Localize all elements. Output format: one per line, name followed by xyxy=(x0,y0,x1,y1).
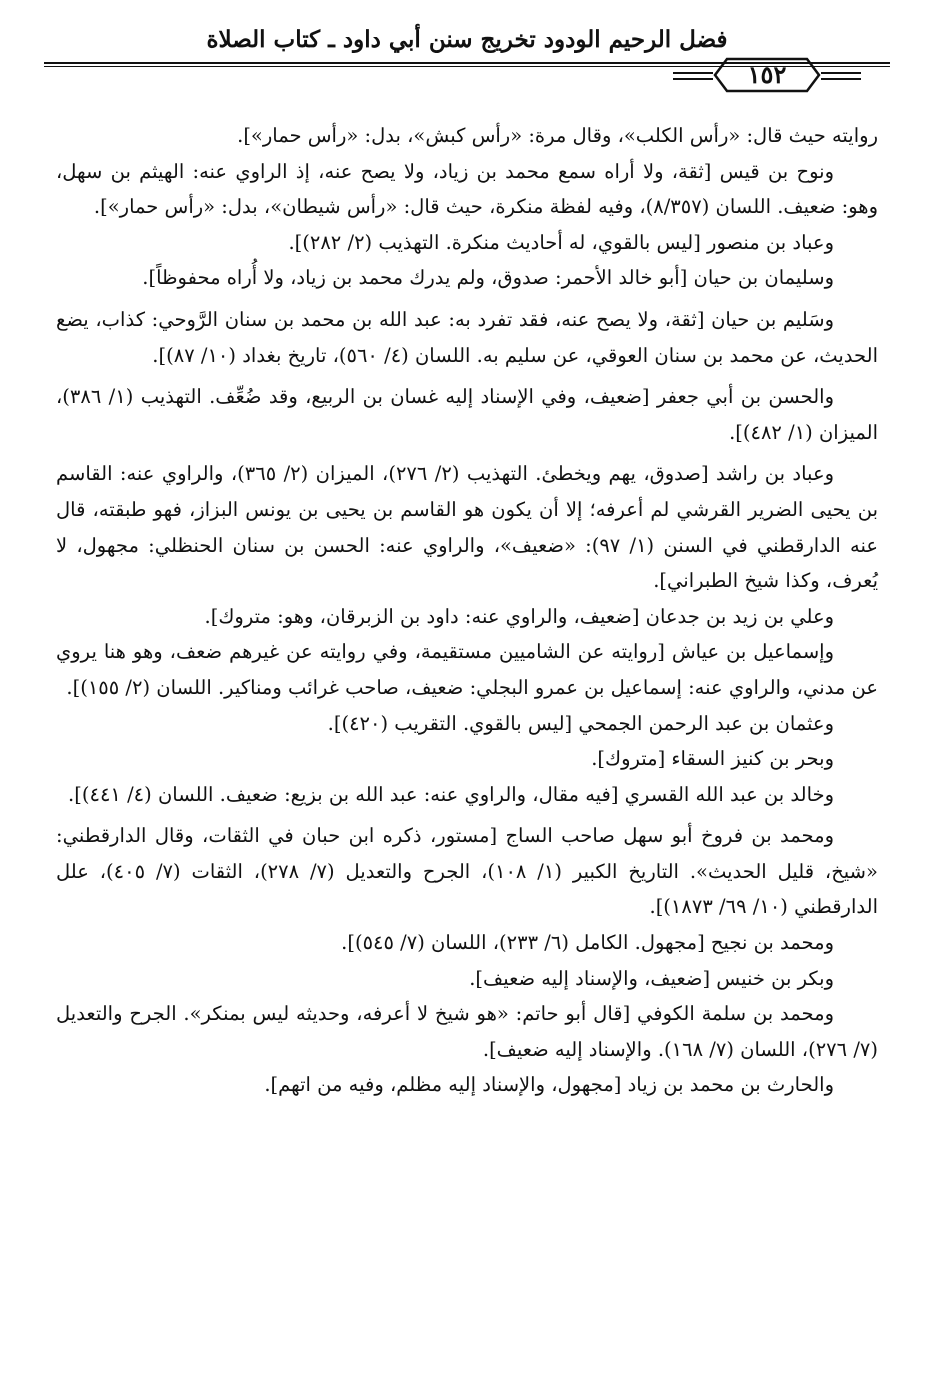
paragraph: وبكر بن خنيس [ضعيف، والإسناد إليه ضعيف]. xyxy=(469,966,834,990)
paragraph: وعلي بن زيد بن جدعان [ضعيف، والراوي عنه: داود بن الزبرقان، وهو: متروك]. xyxy=(204,604,834,628)
paragraph: والحسن بن أبي جعفر [ضعيف، وفي الإسناد إليه غسان بن الربيع، وقد ضُعِّف. التهذيب (١/ ٣٨٦)، الميزان (١/ ٤٨٢)]. xyxy=(56,385,878,444)
paragraph: وعثمان بن عبد الرحمن الجمحي [ليس بالقوي. التقريب (٤٢٠)]. xyxy=(327,711,834,735)
paragraph: وعباد بن منصور [ليس بالقوي، له أحاديث منكرة. التهذيب (٢/ ٢٨٢)]. xyxy=(288,230,834,254)
paragraph: وسليمان بن حيان [أبو خالد الأحمر: صدوق، ولم يدرك محمد بن زياد، ولا أُراه محفوظاً]. xyxy=(142,266,834,290)
paragraph: ومحمد بن فروخ أبو سهل صاحب الساج [مستور، ذكره ابن حبان في الثقات، وقال الدارقطني: «شيخ، قليل الحديث». التاريخ الكبير (١/ ١٠٨)، الجرح والتعديل (٧/ ٢٧٨)، الثقات (٧/ ٤٠٥)، علل الدارقطني (١٠/ ٦٩/ ١٨٧٣)]. xyxy=(56,824,878,919)
paragraph: ونوح بن قيس [ثقة، ولا أراه سمع محمد بن زياد، ولا يصح عنه، إذ الراوي عنه: الهيثم بن سهل، وهو: ضعيف. اللسان (٨/٣٥٧)، وفيه لفظة منكرة، حيث قال: «رأس شيطان»، بدل: «رأس حمار»]. xyxy=(56,159,878,219)
paragraph: وسَليم بن حيان [ثقة، ولا يصح عنه، فقد تفرد به: عبد الله بن محمد بن سنان الرَّوحي: كذاب، يضع الحديث، عن محمد بن سنان العوقي، عن سليم به. اللسان (٤/ ٥٦٠)، تاريخ بغداد (١٠/ ٨٧)]. xyxy=(56,307,878,367)
paragraph: وعباد بن راشد [صدوق، يهم ويخطئ. التهذيب (٢/ ٢٧٦)، الميزان (٢/ ٣٦٥)، والراوي عنه: القاسم بن يحيى الضرير القرشي لم أعرفه؛ إلا أن يكون هو القاسم بن يحيى بن يونس البزاز، فهو طبقته، قال عنه الدارقطني في السنن (١/ ٩٧): «ضعيف»، والراوي عنه: الحسن بن سنان الحنظلي: مجهول، لا يُعرف، وكذا شيخ الطبراني]. xyxy=(56,462,878,593)
body-text xyxy=(56,118,878,1103)
paragraph: روايته حيث قال: «رأس الكلب»، وقال مرة: «رأس كبش»، بدل: «رأس حمار»]. xyxy=(237,124,878,147)
header-title: فضل الرحيم الودود تخريج سنن أبي داود ـ كتاب الصلاة xyxy=(206,26,728,53)
paragraph: وخالد بن عبد الله القسري [فيه مقال، والراوي عنه: عبد الله بن بزيع: ضعيف. اللسان (٤/ ٤٤١)]. xyxy=(68,782,834,806)
page-number-ornament xyxy=(673,55,861,99)
paragraph: ومحمد بن سلمة الكوفي [قال أبو حاتم: «هو شيخ لا أعرفه، وحديثه ليس بمنكر». الجرح والتعديل (٧/ ٢٧٦)، اللسان (٧/ ١٦٨). والإسناد إليه ضعيف]. xyxy=(56,1002,878,1061)
page-number-frame xyxy=(713,55,821,95)
ornament-lines-right xyxy=(821,70,861,82)
paragraph: والحارث بن محمد بن زياد [مجهول، والإسناد إليه مظلم، وفيه من اتهم]. xyxy=(264,1073,834,1097)
paragraph: وبحر بن كنيز السقاء [متروك]. xyxy=(591,747,834,771)
ornament-lines-left xyxy=(673,70,713,82)
page-number: ١٥٢ xyxy=(747,60,787,89)
paragraph: وإسماعيل بن عياش [روايته عن الشاميين مستقيمة، وفي روايته عن غيرهم ضعف، وهو هنا يروي عن مدني، والراوي عنه: إسماعيل بن عمرو البجلي: ضعيف، صاحب غرائب ومناكير. اللسان (٢/ ١٥٥)]. xyxy=(56,640,878,699)
paragraph: ومحمد بن نجيح [مجهول. الكامل (٦/ ٢٣٣)، اللسان (٧/ ٥٤٥)]. xyxy=(341,931,834,955)
